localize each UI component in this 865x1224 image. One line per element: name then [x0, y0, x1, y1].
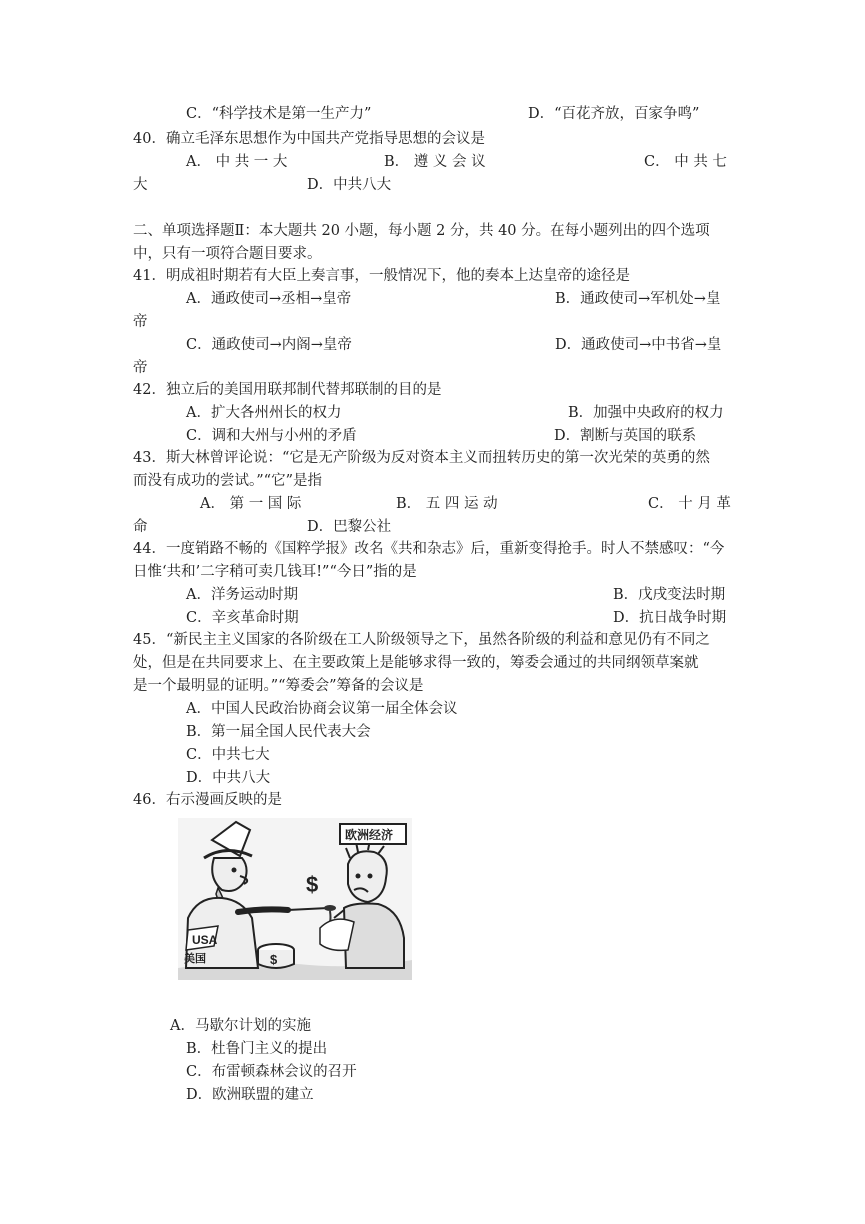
q46-option-d: D．欧洲联盟的建立	[186, 1087, 314, 1103]
q44-stem-line1: 44．一度销路不畅的《国粹学报》改名《共和杂志》后，重新变得抢手。时人不禁感叹：“今	[133, 541, 725, 557]
q42-option-d: D．割断与英国的联系	[554, 428, 697, 444]
q40-option-b: B． 遵 义 会 议	[384, 154, 486, 170]
q40-option-c: C． 中 共 七	[644, 154, 727, 170]
cartoon-label-usa: 美国	[184, 952, 206, 965]
section2-instructions-line2: 中，只有一项符合题目要求。	[133, 246, 322, 262]
q41-option-b-wrap: 帝	[133, 314, 148, 330]
q43-stem-line2: 而没有成功的尝试。”“它”是指	[133, 473, 322, 489]
q45-stem-line1: 45．“新民主主义国家的各阶级在工人阶级领导之下，虽然各阶级的利益和意见仍有不同之	[133, 632, 710, 648]
q46-stem: 46．右示漫画反映的是	[133, 792, 282, 808]
q39-option-c: C．“科学技术是第一生产力”	[186, 106, 372, 122]
q41-stem: 41．明成祖时期若有大臣上奏言事，一般情况下，他的奏本上达皇帝的途径是	[133, 268, 630, 284]
q44-option-c: C．辛亥革命时期	[186, 610, 299, 626]
q44-stem-line2: 日惟‘共和’二字稍可卖几钱耳!”“今日”指的是	[133, 564, 417, 580]
q43-stem-line1: 43．斯大林曾评论说：“它是无产阶级为反对资本主义而扭转历史的第一次光荣的英勇的然	[133, 450, 710, 466]
cartoon-dollar-floating: $	[306, 872, 319, 897]
q43-option-a: A． 第 一 国 际	[200, 496, 302, 512]
q40-option-a: A． 中 共 一 大	[186, 154, 288, 170]
q45-option-c: C．中共七大	[186, 747, 270, 763]
q42-stem: 42．独立后的美国用联邦制代替邦联制的目的是	[133, 382, 442, 398]
q46-option-a: A．马歇尔计划的实施	[170, 1018, 311, 1034]
q46-option-c: C．布雷顿森林会议的召开	[186, 1064, 357, 1080]
q45-option-a: A．中国人民政治协商会议第一届全体会议	[186, 701, 458, 717]
q45-stem-line3: 是一个最明显的证明。”“筹委会”筹备的会议是	[133, 678, 424, 694]
cartoon-dollar-bag: $	[270, 952, 278, 967]
q42-option-c: C．调和大州与小州的矛盾	[186, 428, 357, 444]
q44-option-d: D．抗日战争时期	[613, 610, 727, 626]
q45-stem-line2: 处，但是在共同要求上、在主要政策上是能够求得一致的，筹委会通过的共同纲领草案就	[133, 655, 699, 671]
q40-option-c-wrap: 大	[133, 177, 148, 193]
q42-option-a: A．扩大各州州长的权力	[186, 405, 342, 421]
q45-option-d: D．中共八大	[186, 770, 271, 786]
q43-option-b: B． 五 四 运 动	[396, 496, 498, 512]
q41-option-d-wrap: 帝	[133, 360, 148, 376]
q44-option-a: A．洋务运动时期	[186, 587, 298, 603]
cartoon-usa-text: USA	[192, 933, 218, 947]
q41-option-a: A．通政使司→丞相→皇帝	[186, 291, 352, 307]
marshall-plan-cartoon	[178, 818, 412, 980]
q46-option-b: B．杜鲁门主义的提出	[186, 1041, 328, 1057]
q41-option-d: D．通政使司→中书省→皇	[555, 337, 722, 353]
q39-option-d: D．“百花齐放，百家争鸣”	[528, 106, 700, 122]
q42-option-b: B．加强中央政府的权力	[568, 405, 724, 421]
q43-option-d: D．巴黎公社	[307, 519, 392, 535]
q41-option-b: B．通政使司→军机处→皇	[555, 291, 721, 307]
q43-option-c: C． 十 月 革	[648, 496, 731, 512]
q41-option-c: C．通政使司→内阁→皇帝	[186, 337, 352, 353]
q40-stem: 40．确立毛泽东思想作为中国共产党指导思想的会议是	[133, 131, 485, 147]
q43-option-c-wrap: 命	[133, 519, 148, 535]
q45-option-b: B．第一届全国人民代表大会	[186, 724, 371, 740]
section2-instructions-line1: 二、单项选择题Ⅱ：本大题共 20 小题，每小题 2 分，共 40 分。在每小题列出的四个选项	[133, 223, 710, 239]
cartoon-label-europe: 欧洲经济	[345, 828, 394, 842]
q40-option-d: D．中共八大	[307, 177, 392, 193]
q44-option-b: B．戊戌变法时期	[613, 587, 726, 603]
